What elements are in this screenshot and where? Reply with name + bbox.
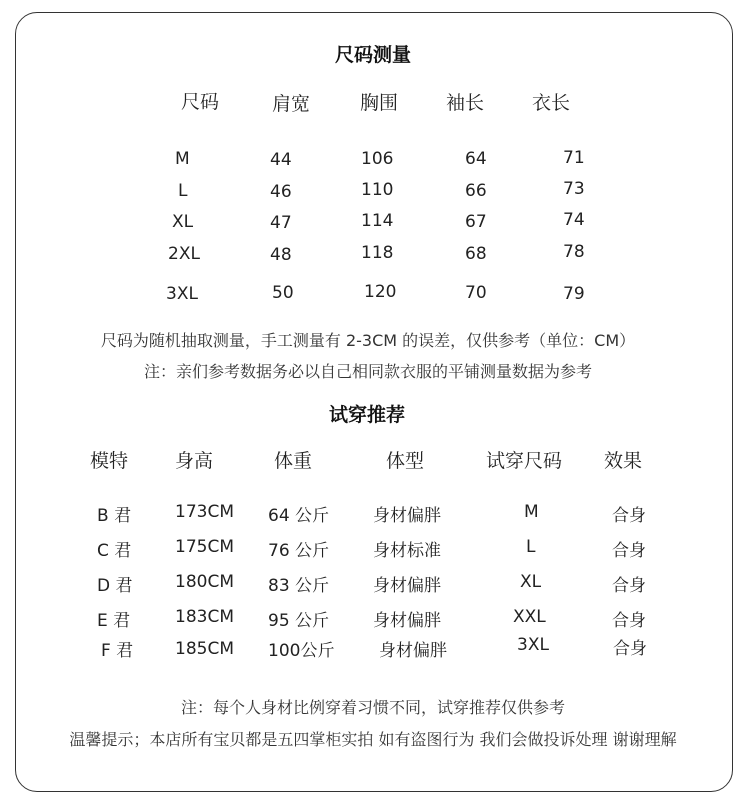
try-header-height: 身高 <box>175 450 214 472</box>
body-type-cell: 身材偏胖 <box>373 611 441 631</box>
size-cell: XL <box>172 212 194 232</box>
shoulder-cell: 50 <box>272 283 294 303</box>
size-cell: 2XL <box>168 244 200 264</box>
sleeve-cell: 68 <box>465 244 487 264</box>
fit-cell: 合身 <box>612 611 646 631</box>
shoulder-cell: 47 <box>270 213 292 233</box>
fit-cell: 合身 <box>612 506 646 526</box>
try-header-body-type: 体型 <box>386 450 425 472</box>
height-cell: 183CM <box>175 607 234 627</box>
length-cell: 79 <box>563 284 585 304</box>
shoulder-cell: 46 <box>270 182 292 202</box>
height-cell: 185CM <box>175 639 234 659</box>
try-size-cell: XXL <box>513 607 546 627</box>
try-size-cell: M <box>524 502 539 522</box>
try-size-cell: 3XL <box>517 635 549 655</box>
try-section-title: 试穿推荐 <box>328 404 406 426</box>
model-cell: C 君 <box>97 541 132 561</box>
chest-cell: 120 <box>364 282 397 302</box>
size-cell: 3XL <box>166 284 198 304</box>
chest-cell: 106 <box>361 149 394 169</box>
model-cell: E 君 <box>97 611 131 631</box>
length-cell: 73 <box>563 179 585 199</box>
body-type-cell: 身材偏胖 <box>373 576 441 596</box>
length-cell: 78 <box>563 242 585 262</box>
body-type-cell: 身材偏胖 <box>379 641 447 661</box>
model-cell: B 君 <box>97 506 132 526</box>
chest-cell: 110 <box>361 180 394 200</box>
reference-note: 注：亲们参考数据务必以自己相同款衣服的平铺测量数据为参考 <box>143 362 593 381</box>
size-section-title: 尺码测量 <box>334 44 412 66</box>
weight-cell: 95 公斤 <box>268 611 330 631</box>
sleeve-cell: 70 <box>465 283 487 303</box>
size-header-shoulder: 肩宽 <box>272 93 311 115</box>
model-cell: F 君 <box>101 641 134 661</box>
chest-cell: 118 <box>361 243 394 263</box>
measurement-note: 尺码为随机抽取测量，手工测量有 2-3CM 的误差，仅供参考（单位：CM） <box>100 331 636 350</box>
length-cell: 71 <box>563 148 585 168</box>
size-header-sleeve: 袖长 <box>446 92 485 114</box>
body-type-cell: 身材偏胖 <box>373 506 441 526</box>
chest-cell: 114 <box>361 211 394 231</box>
height-cell: 180CM <box>175 572 234 592</box>
sleeve-cell: 66 <box>465 181 487 201</box>
try-header-model: 模特 <box>90 450 129 472</box>
weight-cell: 64 公斤 <box>268 506 330 526</box>
size-header-size: 尺码 <box>181 91 220 113</box>
shop-notice: 温馨提示；本店所有宝贝都是五四掌柜实拍 如有盗图行为 我们会做投诉处理 谢谢理解 <box>69 730 677 749</box>
size-header-length: 衣长 <box>532 92 571 114</box>
height-cell: 175CM <box>175 537 234 557</box>
fit-cell: 合身 <box>613 639 647 659</box>
weight-cell: 76 公斤 <box>268 541 330 561</box>
body-type-cell: 身材标准 <box>373 541 441 561</box>
try-size-cell: XL <box>520 572 542 592</box>
size-header-chest: 胸围 <box>360 92 399 114</box>
try-header-weight: 体重 <box>274 450 313 472</box>
sleeve-cell: 67 <box>465 212 487 232</box>
try-header-fit: 效果 <box>604 450 643 472</box>
shoulder-cell: 44 <box>270 150 292 170</box>
fit-cell: 合身 <box>612 576 646 596</box>
try-header-size: 试穿尺码 <box>486 450 563 472</box>
sleeve-cell: 64 <box>465 149 487 169</box>
try-size-cell: L <box>526 537 536 557</box>
try-on-note: 注：每个人身材比例穿着习惯不同，试穿推荐仅供参考 <box>180 698 566 717</box>
length-cell: 74 <box>563 210 585 230</box>
size-cell: L <box>178 181 188 201</box>
shoulder-cell: 48 <box>270 245 292 265</box>
weight-cell: 100公斤 <box>268 641 335 661</box>
model-cell: D 君 <box>97 576 133 596</box>
height-cell: 173CM <box>175 502 234 522</box>
weight-cell: 83 公斤 <box>268 576 330 596</box>
size-cell: M <box>175 149 190 169</box>
fit-cell: 合身 <box>612 541 646 561</box>
